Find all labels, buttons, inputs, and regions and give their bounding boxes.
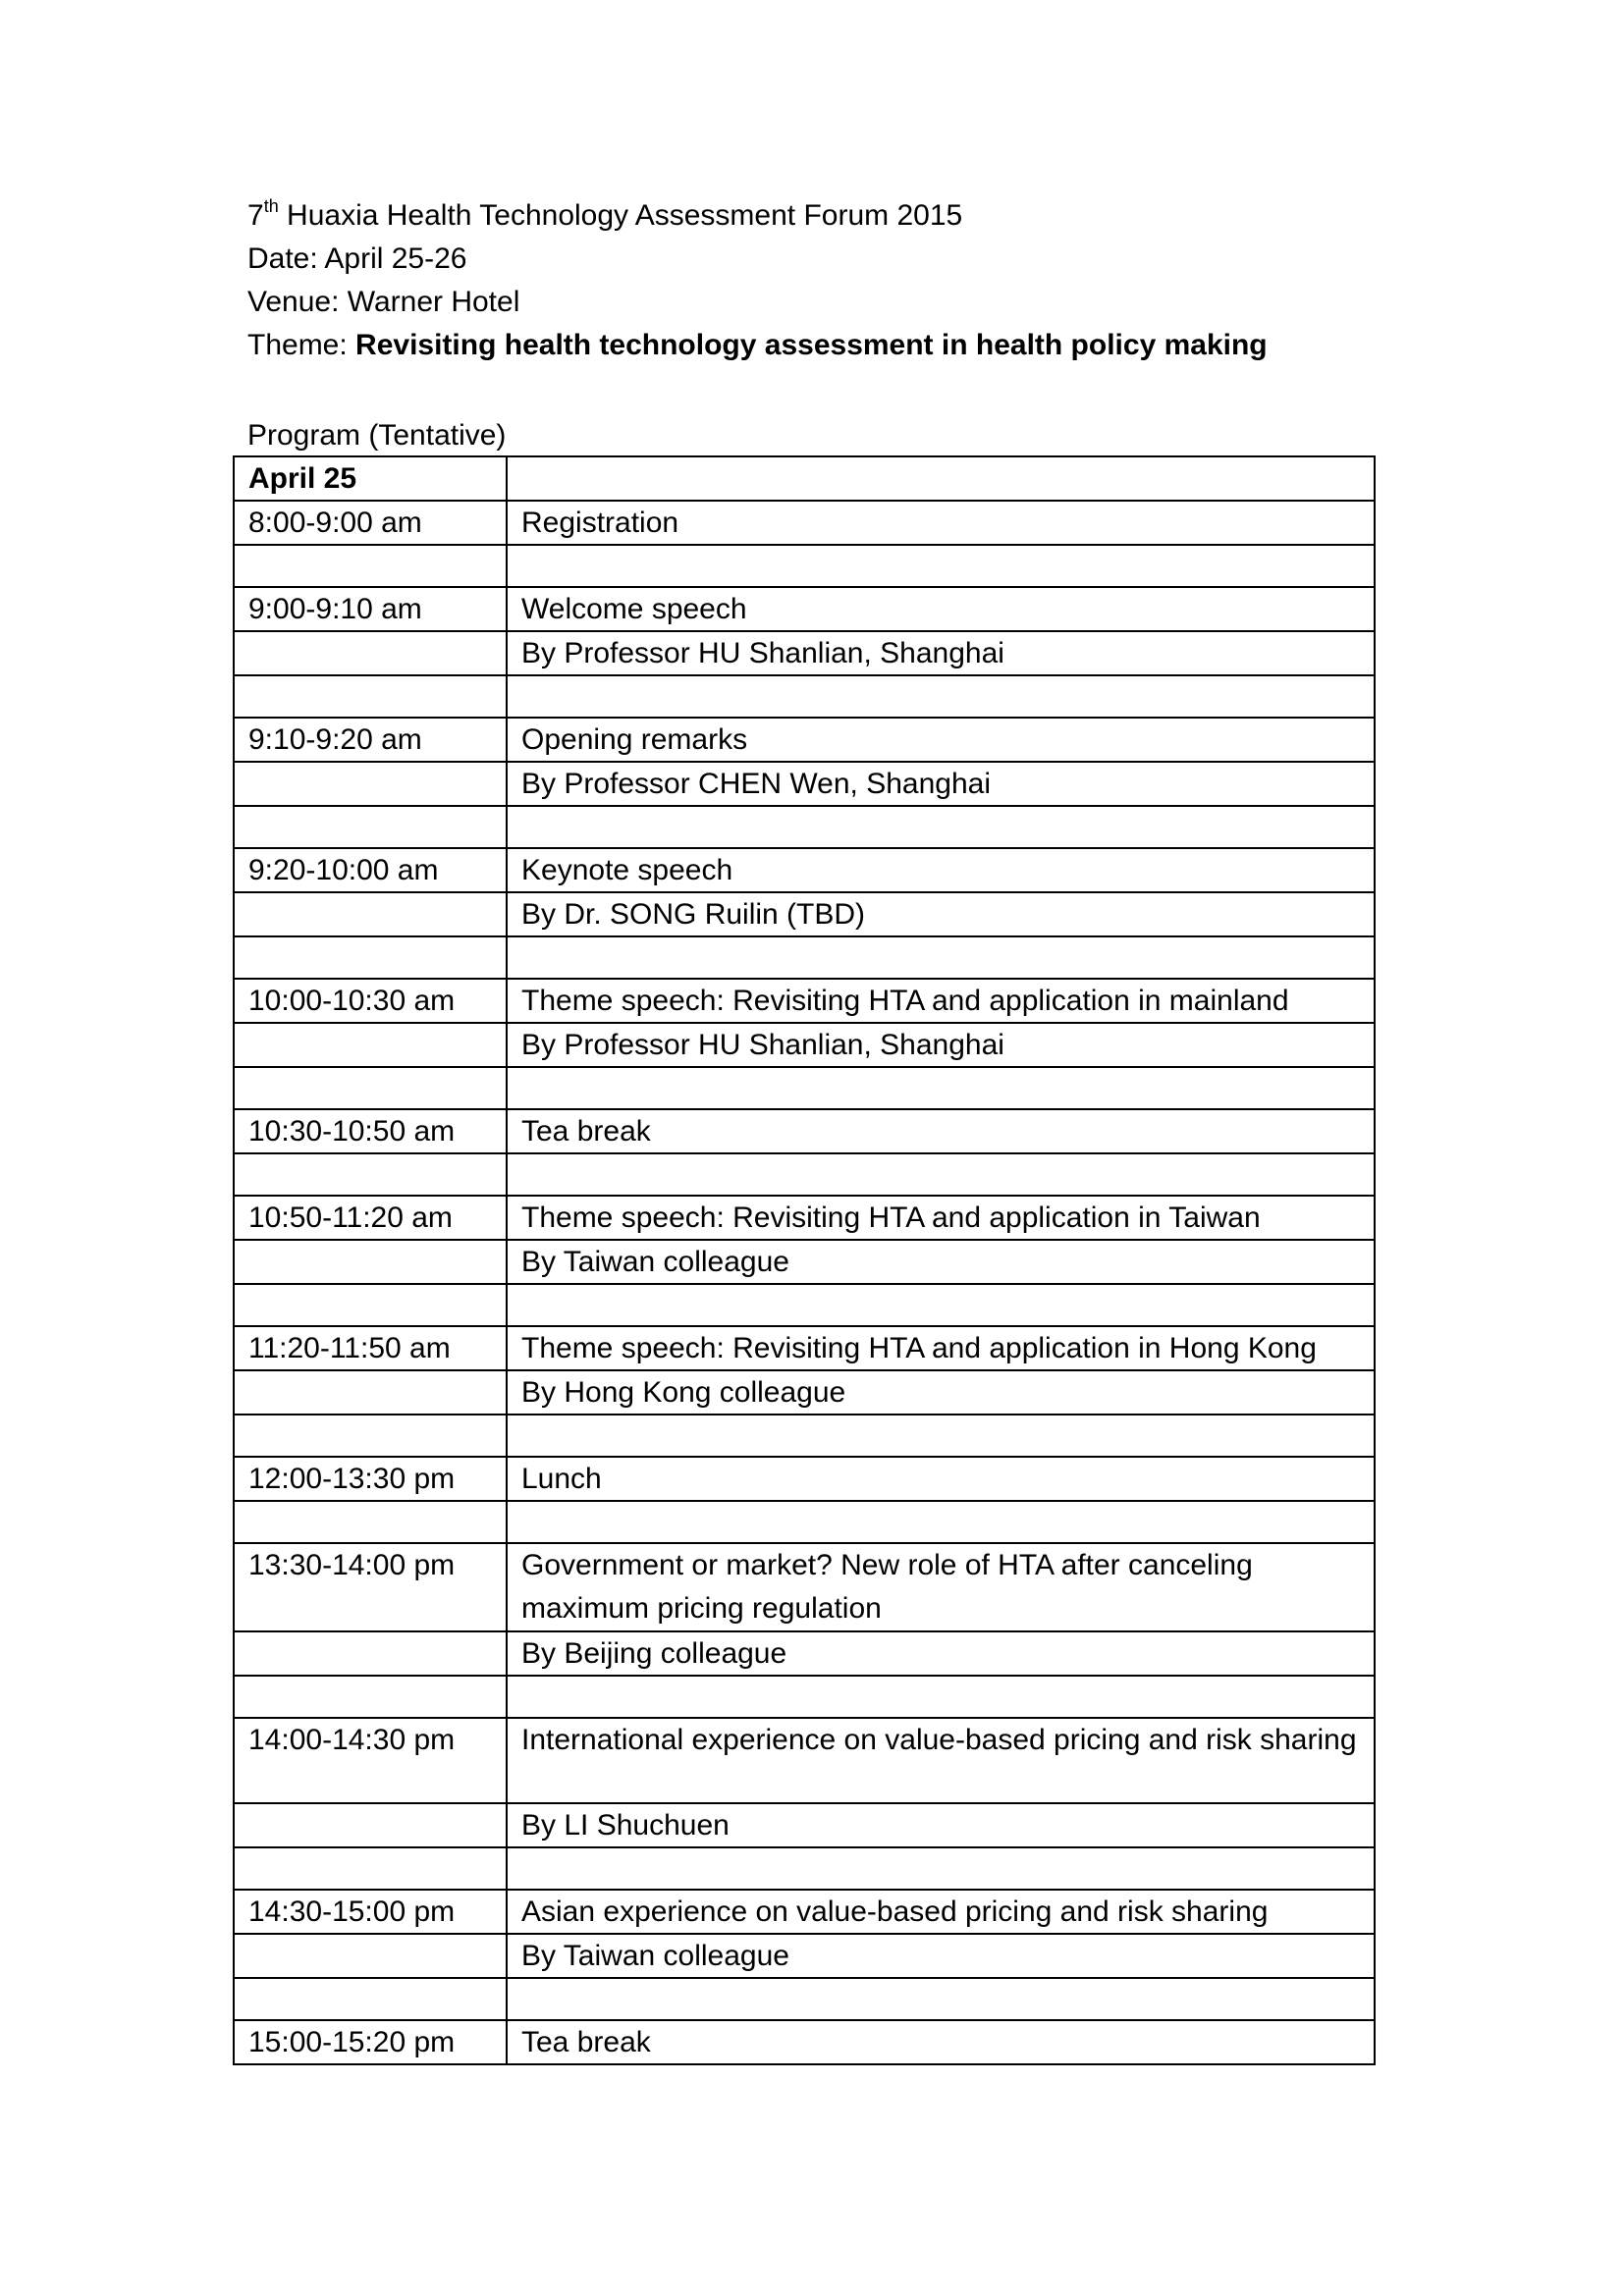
time-cell: 10:30-10:50 am bbox=[234, 1109, 507, 1153]
event-cell: By Beijing colleague bbox=[507, 1631, 1375, 1676]
table-row-day-header bbox=[234, 456, 1375, 501]
day-cell: April 25 bbox=[234, 456, 507, 501]
event-cell bbox=[507, 1067, 1375, 1109]
event-cell: By Hong Kong colleague bbox=[507, 1370, 1375, 1415]
time-cell bbox=[234, 545, 507, 587]
table-row bbox=[234, 1978, 1375, 2020]
table-row bbox=[234, 1890, 1375, 1934]
event-cell: By Taiwan colleague bbox=[507, 1240, 1375, 1284]
time-cell bbox=[234, 1067, 507, 1109]
time-cell bbox=[234, 1153, 507, 1196]
time-cell: 8:00-9:00 am bbox=[234, 501, 507, 545]
time-cell bbox=[234, 631, 507, 675]
event-cell bbox=[507, 1676, 1375, 1718]
time-cell: 14:00-14:30 pm bbox=[234, 1718, 507, 1803]
venue-label: Venue: bbox=[247, 286, 348, 318]
event-cell: By LI Shuchuen bbox=[507, 1803, 1375, 1847]
table-row bbox=[234, 1934, 1375, 1978]
time-cell: 9:10-9:20 am bbox=[234, 718, 507, 762]
table-row bbox=[234, 1543, 1375, 1631]
event-cell: Tea break bbox=[507, 1109, 1375, 1153]
table-row bbox=[234, 892, 1375, 936]
event-cell bbox=[507, 456, 1375, 501]
time-cell: 13:30-14:00 pm bbox=[234, 1543, 507, 1631]
event-cell: Welcome speech bbox=[507, 587, 1375, 631]
table-row bbox=[234, 806, 1375, 848]
table-row bbox=[234, 545, 1375, 587]
event-cell bbox=[507, 545, 1375, 587]
time-cell: 10:00-10:30 am bbox=[234, 979, 507, 1023]
time-cell bbox=[234, 675, 507, 718]
time-cell bbox=[234, 936, 507, 979]
table-row bbox=[234, 848, 1375, 892]
event-cell: Asian experience on value-based pricing and risk sharing bbox=[507, 1890, 1375, 1934]
event-cell: Keynote speech bbox=[507, 848, 1375, 892]
date-value: April 25-26 bbox=[324, 242, 467, 275]
event-cell: Government or market? New role of HTA after canceling maximum pricing regulation bbox=[507, 1543, 1375, 1631]
event-cell: Theme speech: Revisiting HTA and application in Taiwan bbox=[507, 1196, 1375, 1240]
table-row bbox=[234, 1153, 1375, 1196]
event-cell bbox=[507, 675, 1375, 718]
event-cell: By Dr. SONG Ruilin (TBD) bbox=[507, 892, 1375, 936]
time-cell: 12:00-13:30 pm bbox=[234, 1457, 507, 1501]
time-cell bbox=[234, 1847, 507, 1890]
time-cell bbox=[234, 1023, 507, 1067]
table-row bbox=[234, 1847, 1375, 1890]
time-cell: 14:30-15:00 pm bbox=[234, 1890, 507, 1934]
time-cell bbox=[234, 1284, 507, 1326]
table-row bbox=[234, 1326, 1375, 1370]
event-cell: By Professor HU Shanlian, Shanghai bbox=[507, 1023, 1375, 1067]
event-cell: By Professor CHEN Wen, Shanghai bbox=[507, 762, 1375, 806]
time-cell bbox=[234, 1676, 507, 1718]
table-row bbox=[234, 675, 1375, 718]
forum-title bbox=[247, 194, 1377, 238]
table-row bbox=[234, 1196, 1375, 1240]
table-row bbox=[234, 587, 1375, 631]
table-row bbox=[234, 1067, 1375, 1109]
time-cell bbox=[234, 892, 507, 936]
time-cell: 11:20-11:50 am bbox=[234, 1326, 507, 1370]
date-label: Date: bbox=[247, 242, 325, 275]
event-cell bbox=[507, 806, 1375, 848]
forum-venue bbox=[247, 281, 1377, 324]
event-cell bbox=[507, 1153, 1375, 1196]
table-row bbox=[234, 1109, 1375, 1153]
venue-value: Warner Hotel bbox=[347, 286, 520, 318]
time-cell bbox=[234, 1803, 507, 1847]
table-row bbox=[234, 718, 1375, 762]
event-cell: Lunch bbox=[507, 1457, 1375, 1501]
time-cell bbox=[234, 806, 507, 848]
time-cell: 9:00-9:10 am bbox=[234, 587, 507, 631]
table-row bbox=[234, 979, 1375, 1023]
table-row bbox=[234, 1415, 1375, 1457]
table-row bbox=[234, 501, 1375, 545]
table-row bbox=[234, 1803, 1375, 1847]
event-cell: By Taiwan colleague bbox=[507, 1934, 1375, 1978]
time-cell bbox=[234, 762, 507, 806]
time-cell bbox=[234, 1631, 507, 1676]
time-cell bbox=[234, 1934, 507, 1978]
event-cell bbox=[507, 1501, 1375, 1543]
table-row bbox=[234, 1631, 1375, 1676]
program-label: Program (Tentative) bbox=[247, 419, 507, 452]
theme-value: Revisiting health technology assessment in health policy making bbox=[355, 329, 1268, 361]
event-cell: By Professor HU Shanlian, Shanghai bbox=[507, 631, 1375, 675]
time-cell bbox=[234, 1501, 507, 1543]
table-row bbox=[234, 1023, 1375, 1067]
time-cell: 15:00-15:20 pm bbox=[234, 2020, 507, 2064]
event-cell bbox=[507, 1284, 1375, 1326]
table-row bbox=[234, 1718, 1375, 1803]
title-number: 7 bbox=[247, 199, 264, 232]
forum-header bbox=[247, 194, 1377, 367]
event-cell bbox=[507, 1847, 1375, 1890]
time-cell bbox=[234, 1415, 507, 1457]
event-cell: International experience on value-based pricing and risk sharing bbox=[507, 1718, 1375, 1803]
forum-date bbox=[247, 238, 1377, 281]
title-text: Huaxia Health Technology Assessment Forum 2015 bbox=[278, 199, 963, 232]
time-cell bbox=[234, 1370, 507, 1415]
program-table bbox=[233, 455, 1376, 2065]
theme-label: Theme: bbox=[247, 329, 356, 361]
event-cell: Tea break bbox=[507, 2020, 1375, 2064]
table-row bbox=[234, 1284, 1375, 1326]
time-cell: 9:20-10:00 am bbox=[234, 848, 507, 892]
table-row bbox=[234, 1457, 1375, 1501]
table-row bbox=[234, 936, 1375, 979]
event-cell: Opening remarks bbox=[507, 718, 1375, 762]
table-row bbox=[234, 1676, 1375, 1718]
table-row bbox=[234, 762, 1375, 806]
time-cell bbox=[234, 1240, 507, 1284]
title-ordinal-suffix: th bbox=[263, 196, 279, 216]
event-cell bbox=[507, 1415, 1375, 1457]
table-row bbox=[234, 2020, 1375, 2064]
table-row bbox=[234, 1370, 1375, 1415]
event-cell: Theme speech: Revisiting HTA and application in mainland bbox=[507, 979, 1375, 1023]
table-row bbox=[234, 1240, 1375, 1284]
event-cell: Theme speech: Revisiting HTA and application in Hong Kong bbox=[507, 1326, 1375, 1370]
event-cell: Registration bbox=[507, 501, 1375, 545]
table-row bbox=[234, 631, 1375, 675]
forum-theme bbox=[247, 324, 1377, 367]
time-cell bbox=[234, 1978, 507, 2020]
time-cell: 10:50-11:20 am bbox=[234, 1196, 507, 1240]
event-cell bbox=[507, 936, 1375, 979]
table-row bbox=[234, 1501, 1375, 1543]
event-cell bbox=[507, 1978, 1375, 2020]
